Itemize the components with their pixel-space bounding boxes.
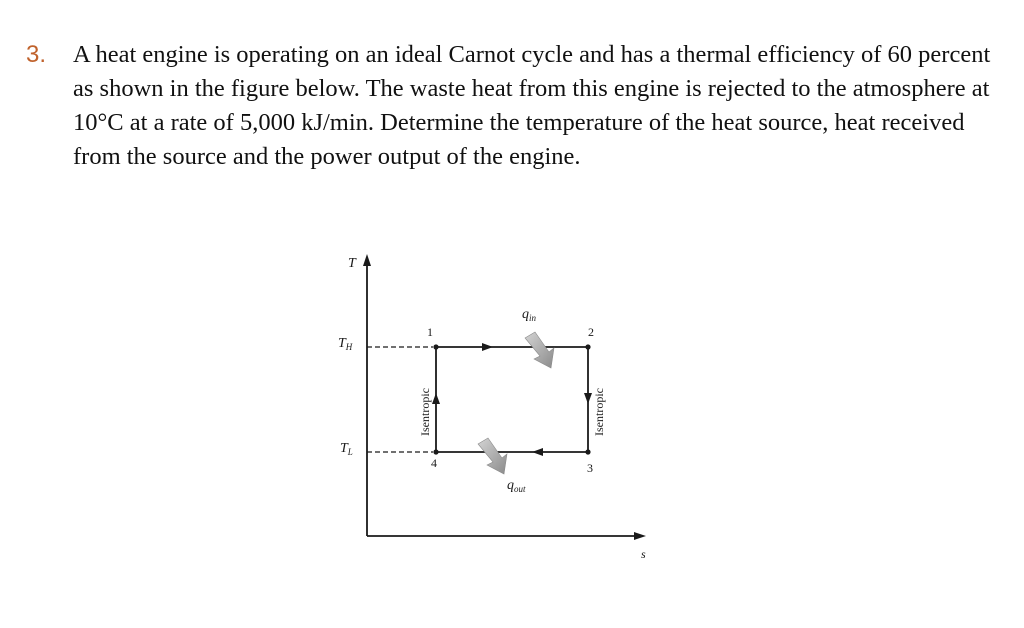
arrow-left-icon [532, 448, 543, 456]
state-label-3: 3 [587, 461, 593, 475]
state-label-1: 1 [427, 325, 433, 339]
tl-label: $T_L$ [340, 441, 353, 457]
arrow-right-icon [482, 343, 493, 351]
t-axis-label: T [348, 256, 356, 271]
state-point-1 [433, 344, 438, 349]
heat-in-arrow-icon [525, 332, 554, 368]
carnot-ts-diagram [330, 240, 670, 580]
question-text: A heat engine is operating on an ideal Carnot cycle and has a thermal efficiency of 60 percent as shown in the figure below. The waste heat from this engine is rejected to the atmosphere at 10°C at a rate of 5,000 kJ/min. Determine the temperature of the heat source, heat received from the source and the power output of the engine. [73, 41, 991, 170]
s-axis-label: s [641, 547, 646, 561]
state-point-3 [585, 449, 590, 454]
heat-out-arrow-icon [478, 438, 507, 474]
isentropic-label-right: Isentropic [592, 388, 606, 436]
isentropic-label-left: Isentropic [418, 388, 432, 436]
t-axis-arrow-icon [363, 254, 371, 266]
state-point-4 [433, 449, 438, 454]
state-label-4: 4 [431, 456, 437, 470]
s-axis-arrow-icon [634, 532, 646, 540]
state-label-2: 2 [588, 325, 594, 339]
q-in-label: $q_{in}$ [522, 307, 537, 323]
th-label: $T_H$ [338, 336, 353, 352]
arrow-up-icon [432, 393, 440, 404]
arrow-down-icon [584, 393, 592, 404]
q-out-label: $q_{out}$ [507, 478, 526, 494]
ts-diagram-svg [330, 240, 670, 580]
question-number: 3. [26, 41, 47, 68]
state-point-2 [585, 344, 590, 349]
